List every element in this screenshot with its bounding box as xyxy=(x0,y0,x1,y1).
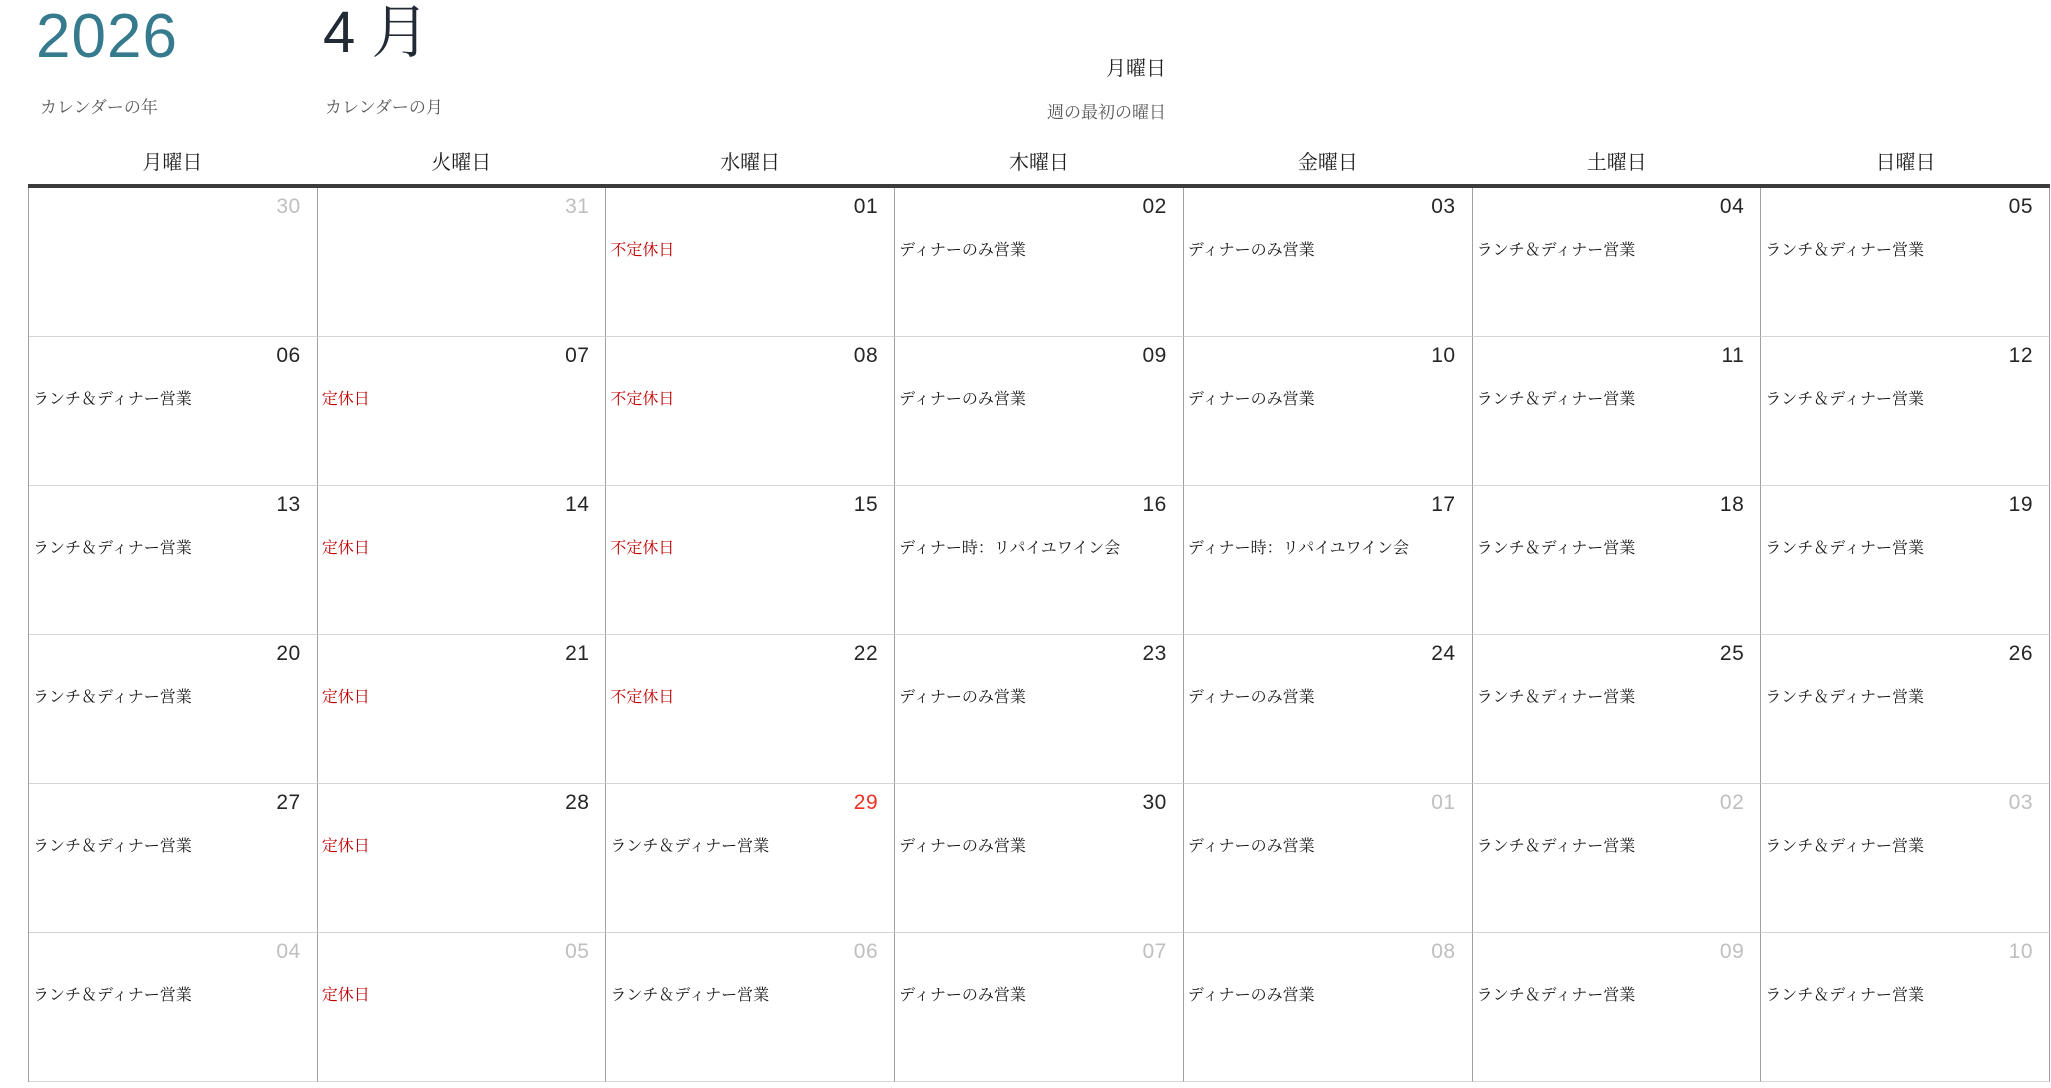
date-number: 17 xyxy=(1431,493,1456,516)
day-note: ランチ＆ディナー営業 xyxy=(33,838,192,855)
day-note: ランチ＆ディナー営業 xyxy=(610,838,770,855)
day-note: ディナーのみ営業 xyxy=(899,242,1026,259)
day-note: ランチ＆ディナー営業 xyxy=(1765,689,1925,706)
day-cell-0-01[interactable] xyxy=(606,188,895,337)
day-cell-1-11[interactable] xyxy=(1473,337,1762,486)
date-number: 03 xyxy=(2008,791,2033,814)
day-cell-2-16[interactable] xyxy=(895,486,1184,635)
day-note: 定休日 xyxy=(321,838,370,855)
day-cell-0-05[interactable] xyxy=(1761,188,2050,337)
day-cell-5-09[interactable] xyxy=(1473,933,1762,1082)
date-number: 07 xyxy=(1142,940,1167,963)
day-note: 不定休日 xyxy=(610,689,675,706)
weekday-header-2: 水曜日 xyxy=(720,152,781,174)
day-cell-1-06[interactable] xyxy=(29,337,318,486)
day-cell-3-26[interactable] xyxy=(1761,635,2050,784)
day-note: ランチ＆ディナー営業 xyxy=(1765,540,1925,557)
date-number: 14 xyxy=(565,493,590,516)
day-note: 不定休日 xyxy=(610,242,675,259)
day-note: 定休日 xyxy=(321,540,370,557)
day-note: ディナーのみ営業 xyxy=(1187,391,1315,408)
day-note: ディナー時：リパイユワイン会 xyxy=(899,540,1121,557)
date-number: 22 xyxy=(853,642,879,665)
day-cell-4-03[interactable] xyxy=(1761,784,2050,933)
day-cell-4-27[interactable] xyxy=(29,784,318,933)
weekday-header-3: 木曜日 xyxy=(1008,152,1069,174)
day-note: ランチ＆ディナー営業 xyxy=(1476,838,1636,855)
date-number: 07 xyxy=(565,344,590,367)
day-note: 不定休日 xyxy=(610,391,675,408)
day-cell-0-30[interactable] xyxy=(29,188,318,337)
date-number: 28 xyxy=(565,791,590,814)
day-cell-2-17[interactable] xyxy=(1184,486,1473,635)
date-number: 04 xyxy=(1719,195,1745,218)
day-note: ランチ＆ディナー営業 xyxy=(1476,391,1636,408)
date-number: 16 xyxy=(1142,493,1167,516)
day-note: ランチ＆ディナー営業 xyxy=(1765,838,1925,855)
day-cell-0-03[interactable] xyxy=(1184,188,1473,337)
day-cell-1-08[interactable] xyxy=(606,337,895,486)
day-note: ディナーのみ営業 xyxy=(1187,242,1315,259)
week-start-value[interactable]: 月曜日 xyxy=(1106,58,1166,80)
day-cell-1-09[interactable] xyxy=(895,337,1184,486)
calendar-table xyxy=(28,143,2050,1082)
date-number: 05 xyxy=(565,940,590,963)
day-cell-1-07[interactable] xyxy=(318,337,607,486)
day-cell-0-31[interactable] xyxy=(318,188,607,337)
day-note: ディナーのみ営業 xyxy=(1187,689,1315,706)
date-number: 05 xyxy=(2008,195,2033,218)
day-cell-3-23[interactable] xyxy=(895,635,1184,784)
day-cell-4-29[interactable] xyxy=(606,784,895,933)
weekday-header-5: 土曜日 xyxy=(1586,152,1647,174)
date-number: 02 xyxy=(1142,195,1167,218)
day-cell-5-07[interactable] xyxy=(895,933,1184,1082)
day-note: ランチ＆ディナー営業 xyxy=(1765,242,1925,259)
day-note: ランチ＆ディナー営業 xyxy=(1765,987,1925,1004)
date-number: 09 xyxy=(1142,344,1167,367)
day-cell-3-24[interactable] xyxy=(1184,635,1473,784)
date-number: 11 xyxy=(1721,344,1745,367)
day-note: ランチ＆ディナー営業 xyxy=(33,540,192,557)
day-cell-2-15[interactable] xyxy=(606,486,895,635)
day-cell-1-12[interactable] xyxy=(1761,337,2050,486)
date-number: 25 xyxy=(1719,642,1745,665)
calendar-month-value[interactable]: 4 月 xyxy=(323,0,430,65)
day-note: ランチ＆ディナー営業 xyxy=(1476,689,1636,706)
date-number: 06 xyxy=(853,940,879,963)
day-cell-0-02[interactable] xyxy=(895,188,1184,337)
day-note: ランチ＆ディナー営業 xyxy=(1476,987,1636,1004)
date-number: 02 xyxy=(1719,791,1745,814)
day-note: ランチ＆ディナー営業 xyxy=(1765,391,1925,408)
date-number: 21 xyxy=(565,642,590,665)
day-note: ディナーのみ営業 xyxy=(1187,987,1315,1004)
day-cell-1-10[interactable] xyxy=(1184,337,1473,486)
date-number: 30 xyxy=(1142,791,1167,814)
date-number: 09 xyxy=(1719,940,1745,963)
day-note: 不定休日 xyxy=(610,540,675,557)
day-cell-2-18[interactable] xyxy=(1473,486,1762,635)
day-note: ディナーのみ営業 xyxy=(899,689,1026,706)
day-note: ランチ＆ディナー営業 xyxy=(610,987,770,1004)
weekday-header-1: 火曜日 xyxy=(431,152,492,174)
day-note: ディナー時：リパイユワイン会 xyxy=(1187,540,1409,557)
date-number: 24 xyxy=(1431,642,1456,665)
date-number: 29 xyxy=(853,791,879,814)
date-number: 10 xyxy=(1431,344,1456,367)
day-note: ランチ＆ディナー営業 xyxy=(1476,242,1636,259)
calendar-year-value[interactable]: 2026 xyxy=(36,2,178,71)
day-cell-3-22[interactable] xyxy=(606,635,895,784)
day-note: ディナーのみ営業 xyxy=(1187,838,1315,855)
date-number: 31 xyxy=(565,195,590,218)
date-number: 03 xyxy=(1431,195,1456,218)
date-number: 01 xyxy=(1431,791,1456,814)
date-number: 01 xyxy=(853,195,879,218)
day-note: ディナーのみ営業 xyxy=(899,987,1026,1004)
date-number: 30 xyxy=(276,195,301,218)
date-number: 13 xyxy=(276,493,301,516)
day-note: 定休日 xyxy=(321,391,370,408)
date-number: 15 xyxy=(853,493,879,516)
day-cell-2-13[interactable] xyxy=(29,486,318,635)
day-cell-5-04[interactable] xyxy=(29,933,318,1082)
date-number: 10 xyxy=(2008,940,2033,963)
day-note: ランチ＆ディナー営業 xyxy=(33,391,192,408)
day-cell-5-08[interactable] xyxy=(1184,933,1473,1082)
date-number: 04 xyxy=(276,940,301,963)
weekday-header-row xyxy=(28,143,2050,188)
date-number: 08 xyxy=(853,344,879,367)
week-start-block xyxy=(900,52,1166,123)
day-cell-2-14[interactable] xyxy=(318,486,607,635)
day-cell-3-21[interactable] xyxy=(318,635,607,784)
weekday-header-0: 月曜日 xyxy=(142,152,203,174)
weekday-header-6: 日曜日 xyxy=(1875,152,1936,174)
day-cell-3-20[interactable] xyxy=(29,635,318,784)
day-cell-4-28[interactable] xyxy=(318,784,607,933)
date-number: 06 xyxy=(276,344,301,367)
calendar-grid xyxy=(28,188,2050,1082)
calendar-year-label: カレンダーの年 xyxy=(40,98,158,117)
day-note: 定休日 xyxy=(321,689,370,706)
date-number: 12 xyxy=(2008,344,2033,367)
day-note: ディナーのみ営業 xyxy=(899,391,1026,408)
day-note: ランチ＆ディナー営業 xyxy=(33,689,192,706)
day-cell-2-19[interactable] xyxy=(1761,486,2050,635)
day-note: 定休日 xyxy=(321,987,370,1004)
day-cell-5-10[interactable] xyxy=(1761,933,2050,1082)
date-number: 27 xyxy=(276,791,301,814)
day-note: ディナーのみ営業 xyxy=(899,838,1026,855)
week-start-label: 週の最初の曜日 xyxy=(1047,103,1166,122)
day-cell-4-02[interactable] xyxy=(1473,784,1762,933)
date-number: 23 xyxy=(1142,642,1167,665)
day-note: ランチ＆ディナー営業 xyxy=(1476,540,1636,557)
day-cell-4-30[interactable] xyxy=(895,784,1184,933)
date-number: 08 xyxy=(1431,940,1456,963)
day-cell-3-25[interactable] xyxy=(1473,635,1762,784)
day-note: ランチ＆ディナー営業 xyxy=(33,987,192,1004)
calendar-month-label: カレンダーの月 xyxy=(325,98,443,117)
day-cell-5-06[interactable] xyxy=(606,933,895,1082)
date-number: 20 xyxy=(276,642,301,665)
day-cell-0-04[interactable] xyxy=(1473,188,1762,337)
date-number: 26 xyxy=(2008,642,2033,665)
date-number: 19 xyxy=(2008,493,2033,516)
date-number: 18 xyxy=(1719,493,1745,516)
weekday-header-4: 金曜日 xyxy=(1297,152,1358,174)
day-cell-4-01[interactable] xyxy=(1184,784,1473,933)
day-cell-5-05[interactable] xyxy=(318,933,607,1082)
